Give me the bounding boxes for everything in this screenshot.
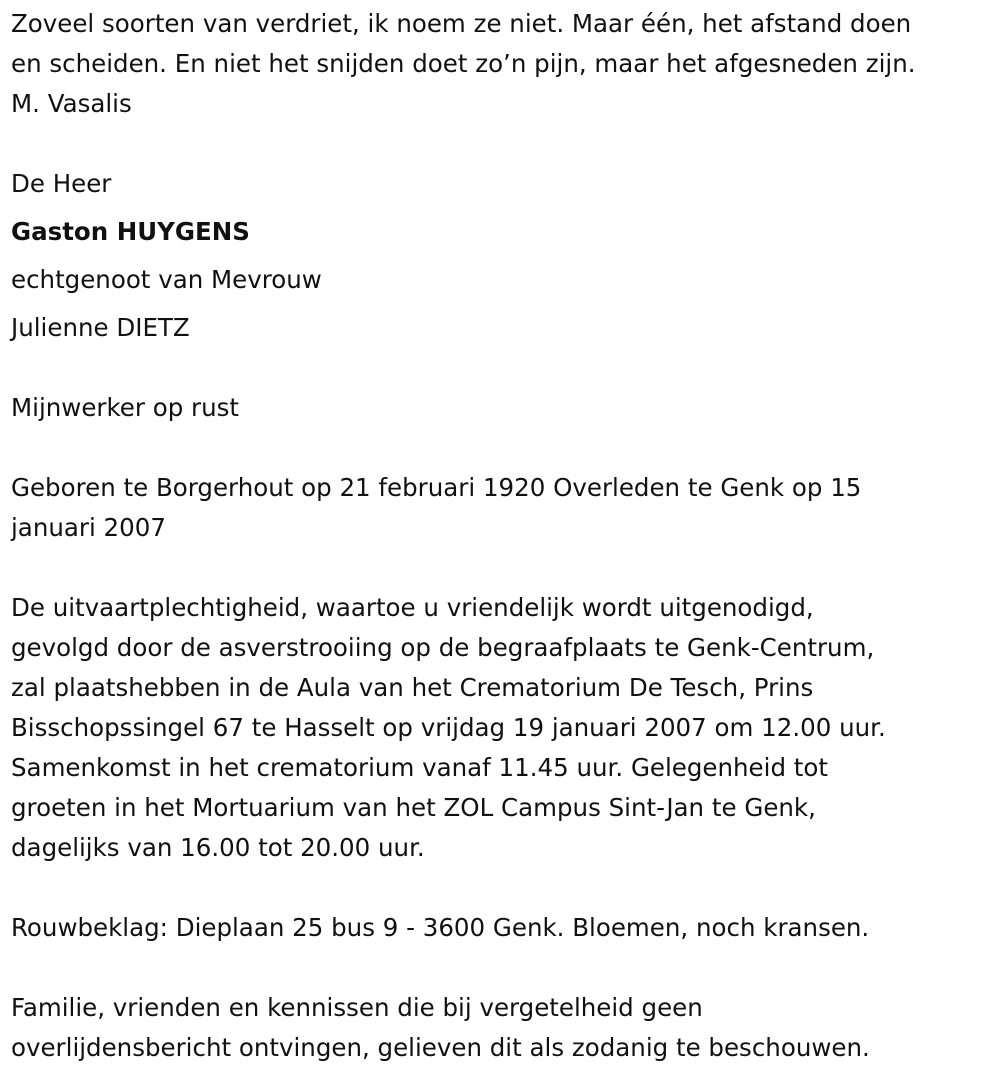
quote-line-2: en scheiden. En niet het snijden doet zo’n pijn, maar het afgesneden zijn. xyxy=(11,49,916,78)
dates-block xyxy=(11,468,990,548)
notice-line-1: Familie, vrienden en kennissen die bij vergetelheid geen xyxy=(11,993,703,1022)
ceremony-line-3: zal plaatshebben in de Aula van het Crematorium De Tesch, Prins xyxy=(11,673,814,702)
deceased-block xyxy=(11,164,990,348)
condolences-text: Rouwbeklag: Dieplaan 25 bus 9 - 3600 Genk. Bloemen, noch kransen. xyxy=(11,913,870,942)
spacer xyxy=(11,348,990,388)
spacer xyxy=(11,948,990,988)
notice-line-2: overlijdensbericht ontvingen, gelieven dit als zodanig te beschouwen. xyxy=(11,1033,870,1062)
ceremony-line-6: groeten in het Mortuarium van het ZOL Campus Sint-Jan te Genk, xyxy=(11,793,816,822)
condolences-block xyxy=(11,908,990,948)
quote-line-1: Zoveel soorten van verdriet, ik noem ze niet. Maar één, het afstand doen xyxy=(11,9,912,38)
spacer xyxy=(11,124,990,164)
deceased-relation: echtgenoot van Mevrouw xyxy=(11,265,322,294)
ceremony-line-2: gevolgd door de asverstrooiing op de begraafplaats te Genk-Centrum, xyxy=(11,633,875,662)
ceremony-line-4: Bisschopssingel 67 te Hasselt op vrijdag 19 januari 2007 om 12.00 uur. xyxy=(11,713,886,742)
ceremony-line-1: De uitvaartplechtigheid, waartoe u vriendelijk wordt uitgenodigd, xyxy=(11,593,814,622)
notice-block xyxy=(11,988,990,1068)
spacer xyxy=(11,868,990,908)
occupation-block xyxy=(11,388,990,428)
deceased-occupation: Mijnwerker op rust xyxy=(11,393,240,422)
dates-line-1: Geboren te Borgerhout op 21 februari 1920 Overleden te Genk op 15 xyxy=(11,473,862,502)
deceased-title: De Heer xyxy=(11,169,112,198)
deceased-spouse: Julienne DIETZ xyxy=(11,313,190,342)
ceremony-block xyxy=(11,588,990,868)
ceremony-line-5: Samenkomst in het crematorium vanaf 11.45 uur. Gelegenheid tot xyxy=(11,753,828,782)
quote-author: M. Vasalis xyxy=(11,89,132,118)
ceremony-line-7: dagelijks van 16.00 tot 20.00 uur. xyxy=(11,833,425,862)
quote-block xyxy=(11,4,990,124)
spacer xyxy=(11,548,990,588)
spacer xyxy=(11,428,990,468)
dates-line-2: januari 2007 xyxy=(11,513,166,542)
deceased-name: Gaston HUYGENS xyxy=(11,217,250,246)
